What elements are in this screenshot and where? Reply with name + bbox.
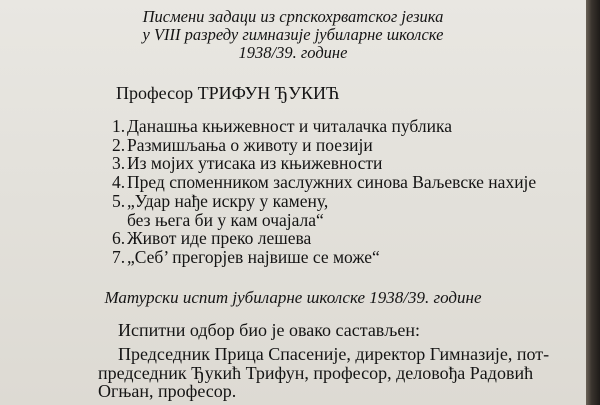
page-edge-shadow (586, 0, 600, 405)
exam-heading: Матурски испит јубиларне школске 1938/39. године (104, 288, 482, 307)
paragraph-line: Председник Прица Спасеније, директор Гимназије, пот- (118, 344, 550, 364)
item-text: Из мојих утисака из књижевности (127, 153, 383, 174)
committee-paragraph (98, 345, 578, 401)
item-text: Пред споменником заслужних синова Ваљевске нахије (127, 172, 537, 193)
item-text: Данашња књижевност и читалачка публика (127, 116, 452, 136)
topic-list (112, 117, 536, 267)
item-text: „Удар нађе искру у камену, (127, 190, 329, 211)
header-line-1: Писмени задаци из српскохрватског језика (142, 7, 444, 26)
list-item-continuation: без њега би у кам очајала“ (127, 209, 324, 230)
committee-intro: Испитни одбор био је овако састављен: (118, 320, 421, 340)
item-number: 4. (112, 172, 126, 193)
header-line-2: у VIII разреду гимназије јубиларне школске (142, 25, 444, 44)
item-number: 6. (112, 228, 126, 249)
list-item (112, 136, 536, 155)
item-number: 7. (112, 246, 126, 267)
item-number: 5. (112, 190, 126, 211)
list-item (112, 192, 536, 211)
list-item (112, 173, 536, 192)
item-number: 3. (112, 153, 126, 174)
list-item (112, 229, 536, 248)
header-line-3: 1938/39. године (238, 43, 348, 62)
item-number: 1. (112, 116, 126, 136)
professor-name: Професор ТРИФУН ЂУКИЋ (116, 83, 340, 103)
paragraph-line: Огњан, професор. (98, 381, 237, 401)
list-item (112, 154, 536, 173)
item-text: Живот иде преко лешева (127, 228, 312, 249)
item-number: 2. (112, 134, 126, 155)
item-text: Размишљања о животу и поезији (127, 134, 373, 155)
list-item (112, 117, 536, 136)
item-text: „Себ’ прегорјев највише се може“ (127, 246, 380, 267)
list-item (112, 248, 536, 267)
paragraph-line: председник Ђукић Трифун, професор, деловођа Радовић (98, 362, 534, 383)
